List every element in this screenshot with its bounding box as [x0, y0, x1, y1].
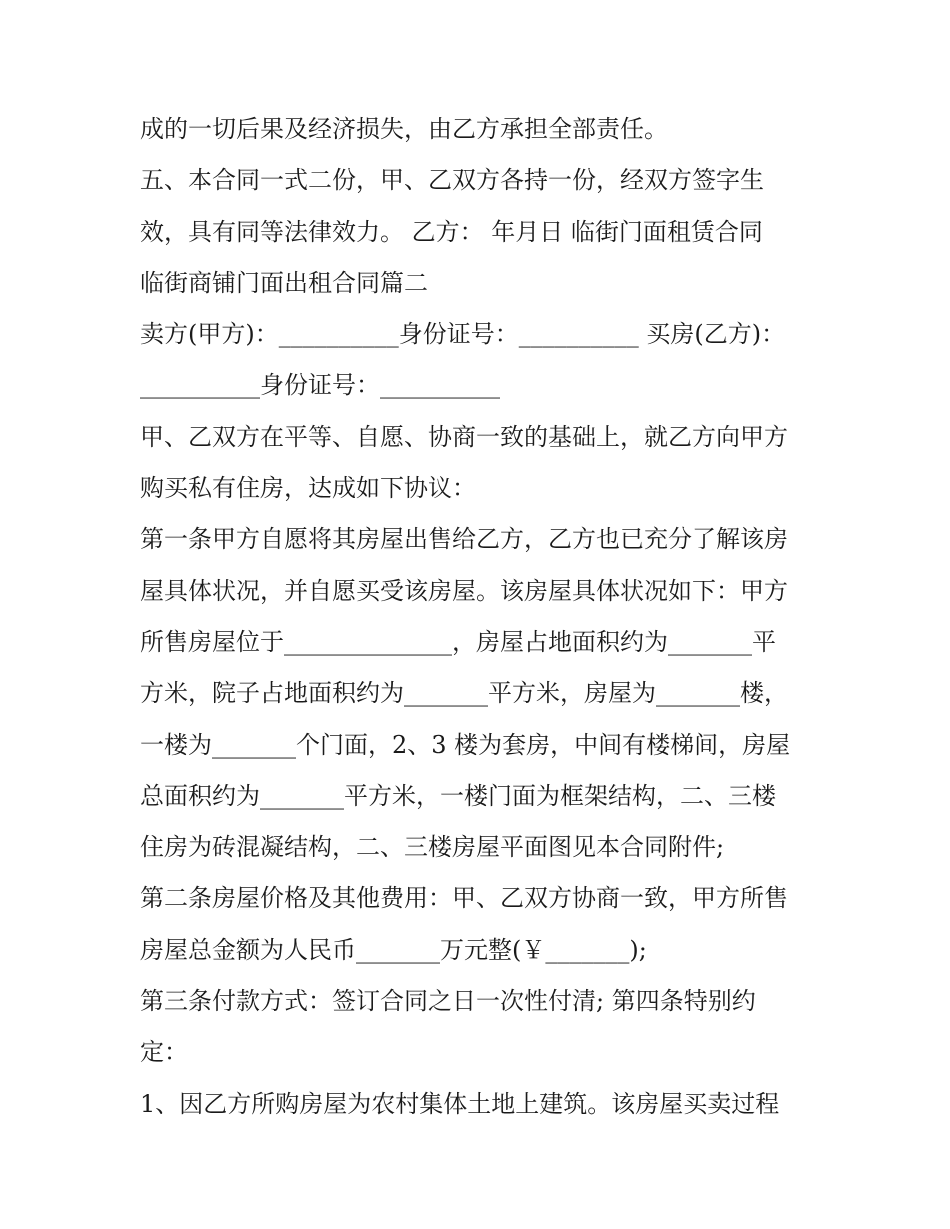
clause-2-line-1: 第二条房屋价格及其他费用：甲、乙双方协商一致，甲方所售	[140, 884, 788, 913]
clause-1-line-2: 屋具体状况，并自愿买受该房屋。该房屋具体状况如下：甲方	[140, 576, 788, 605]
clause-1-line-6: 总面积约为_______平方米，一楼门面为框架结构，二、三楼	[140, 781, 776, 810]
seller-buyer-line: 卖方(甲方)：__________身份证号：__________ 买房(乙方)：	[140, 320, 786, 349]
clause-1-line-3: 所售房屋位于______________，房屋占地面积约为_______平	[140, 627, 776, 656]
buyer-id-line: __________身份证号：__________	[140, 371, 500, 400]
clause-1-line-1: 第一条甲方自愿将其房屋出售给乙方，乙方也已充分了解该房	[140, 525, 788, 554]
clause-4-line-2: 定：	[140, 1038, 188, 1067]
special-term-1: 1、因乙方所购房屋为农村集体土地上建筑。该房屋买卖过程	[140, 1089, 780, 1118]
clause-3-4-line-1: 第三条付款方式：签订合同之日一次性付清; 第四条特别约	[140, 987, 756, 1016]
contract-text	[140, 104, 820, 1130]
text-line-2: 五、本合同一式二份，甲、乙双方各持一份，经双方签字生	[140, 166, 764, 195]
clause-1-line-7: 住房为砖混凝结构，二、三楼房屋平面图见本合同附件;	[140, 833, 725, 862]
section-heading: 临街商铺门面出租合同篇二	[140, 268, 428, 297]
clause-2-line-2: 房屋总金额为人民币_______万元整(￥_______);	[140, 935, 647, 964]
text-line-7: 甲、乙双方在平等、自愿、协商一致的基础上，就乙方向甲方	[140, 422, 788, 451]
clause-1-line-4: 方米，院子占地面积约为_______平方米，房屋为_______楼，	[140, 679, 788, 708]
clause-1-line-5: 一楼为_______个门面，2、3 楼为套房，中间有楼梯间，房屋	[140, 730, 791, 759]
text-line-1: 成的一切后果及经济损失，由乙方承担全部责任。	[140, 115, 668, 143]
text-line-8: 购买私有住房，达成如下协议：	[140, 474, 476, 503]
text-line-3: 效，具有同等法律效力。 乙方： 年月日 临街门面租赁合同	[140, 217, 763, 246]
